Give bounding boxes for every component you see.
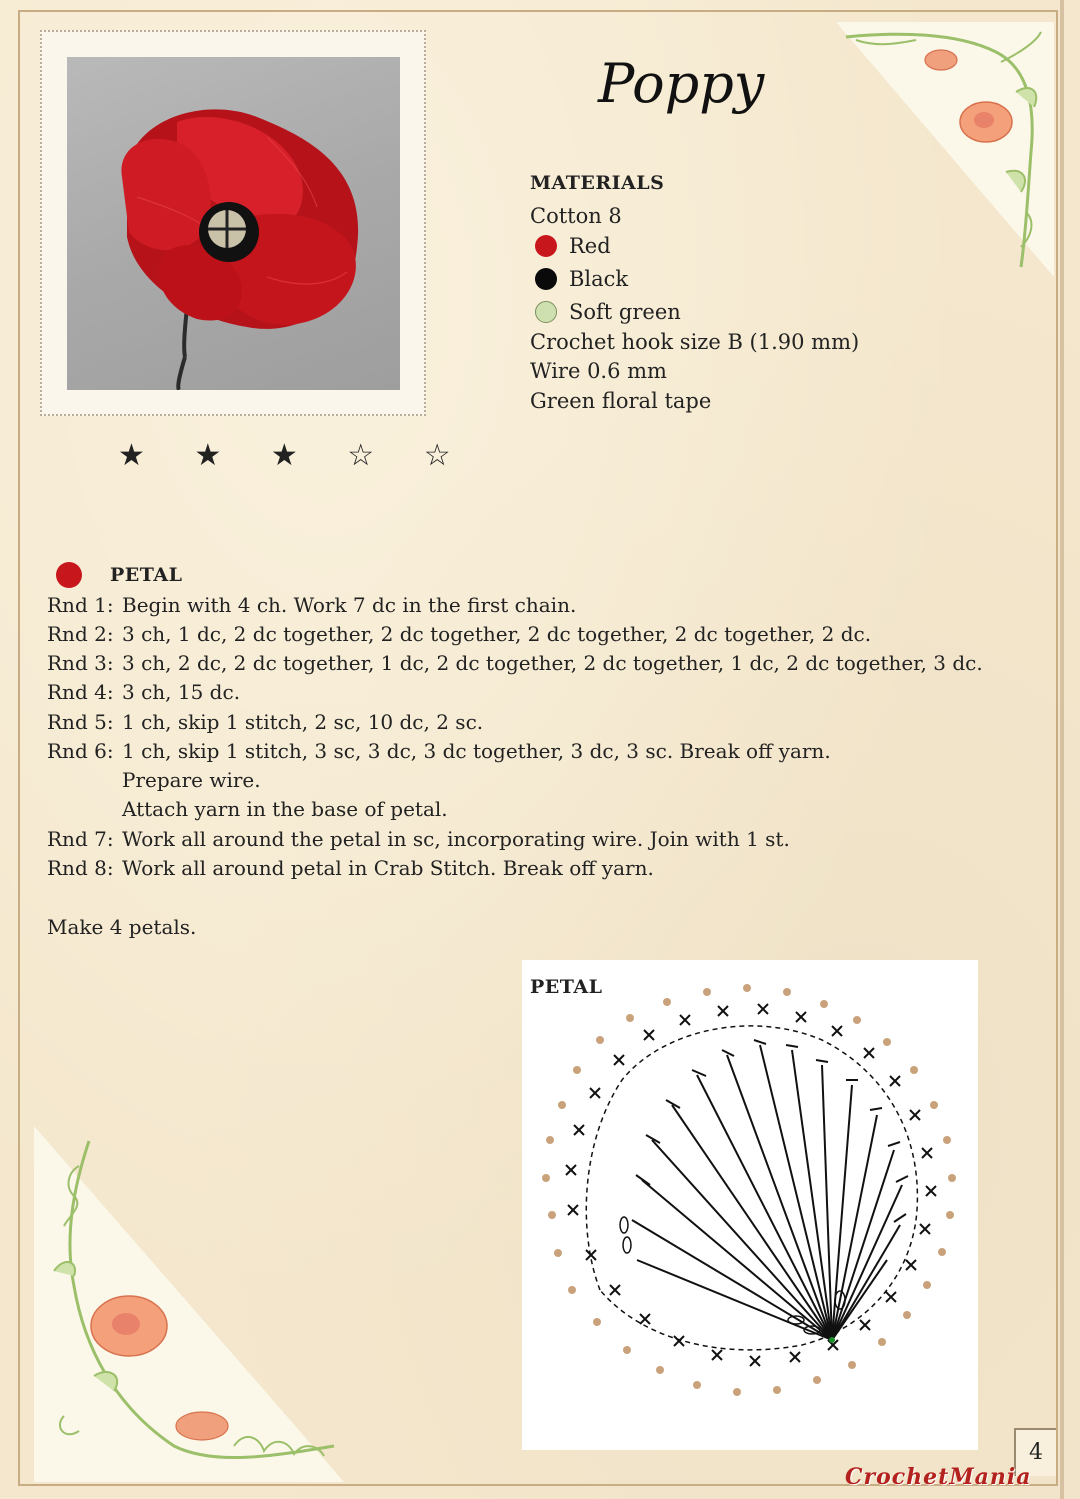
round-6 [47,739,831,763]
round-5 [47,710,483,734]
round-text: Work all around petal in Crab Stitch. Break off yarn. [122,856,654,880]
floral-corner-top-right [836,22,1054,277]
difficulty-rating: ★ ★ ★ ☆ ☆ [118,438,471,473]
round-label: Rnd 2: [47,622,114,646]
round-label: Rnd 4: [47,680,114,704]
red-color-dot [56,562,82,588]
round-label: Rnd 5: [47,710,114,734]
materials-yarn: Cotton 8 [530,204,622,228]
round-4 [47,680,240,704]
red-color-dot [535,235,557,257]
round-label: Rnd 8: [47,856,114,880]
color-item-black [535,267,628,291]
round-text: Work all around the petal in sc, incorporating wire. Join with 1 st. [122,827,790,851]
round-text: 1 ch, skip 1 stitch, 2 sc, 10 dc, 2 sc. [122,710,484,734]
poppy-photo [67,57,400,390]
color-item-red [535,234,611,258]
round-1 [47,593,576,617]
materials-tape: Green floral tape [530,389,712,413]
materials-hook: Crochet hook size B (1.90 mm) [530,330,860,354]
round-label: Rnd 7: [47,827,114,851]
round-8 [47,856,654,880]
floral-corner-bottom-left [34,1126,344,1482]
watermark-logo: CrochetMania [845,1464,1032,1490]
color-item-soft-green [535,300,681,324]
round-text: 1 ch, skip 1 stitch, 3 sc, 3 dc, 3 dc together, 3 dc, 3 sc. Break off yarn. [122,739,831,763]
round-label: Rnd 6: [47,739,114,763]
materials-heading: MATERIALS [530,172,665,194]
petal-crochet-diagram [522,960,978,1450]
crochet-chart [522,960,978,1450]
petal-heading: PETAL [110,564,183,586]
color-label: Soft green [569,300,681,324]
round-text: 3 ch, 15 dc. [122,680,241,704]
round-7 [47,827,790,851]
round-3 [47,651,983,675]
materials-wire: Wire 0.6 mm [530,359,667,383]
round-text: Begin with 4 ch. Work 7 dc in the first chain. [122,593,577,617]
note-prepare-wire: Prepare wire. [122,768,261,792]
round-label: Rnd 3: [47,651,114,675]
soft-green-color-dot [535,301,557,323]
round-text: 3 ch, 2 dc, 2 dc together, 1 dc, 2 dc together, 2 dc together, 1 dc, 2 dc together, 3 dc. [122,651,983,675]
page-edge [1060,0,1064,1499]
round-2 [47,622,871,646]
round-label: Rnd 1: [47,593,114,617]
round-text: 3 ch, 1 dc, 2 dc together, 2 dc together, 2 dc together, 2 dc together, 2 dc. [122,622,872,646]
page-title: Poppy [598,52,765,115]
color-label: Black [569,267,629,291]
page-number: 4 [1014,1428,1056,1476]
black-color-dot [535,268,557,290]
note-attach-yarn: Attach yarn in the base of petal. [122,797,448,821]
make-count: Make 4 petals. [47,915,197,939]
color-label: Red [569,234,611,258]
diagram-title: PETAL [530,976,603,998]
